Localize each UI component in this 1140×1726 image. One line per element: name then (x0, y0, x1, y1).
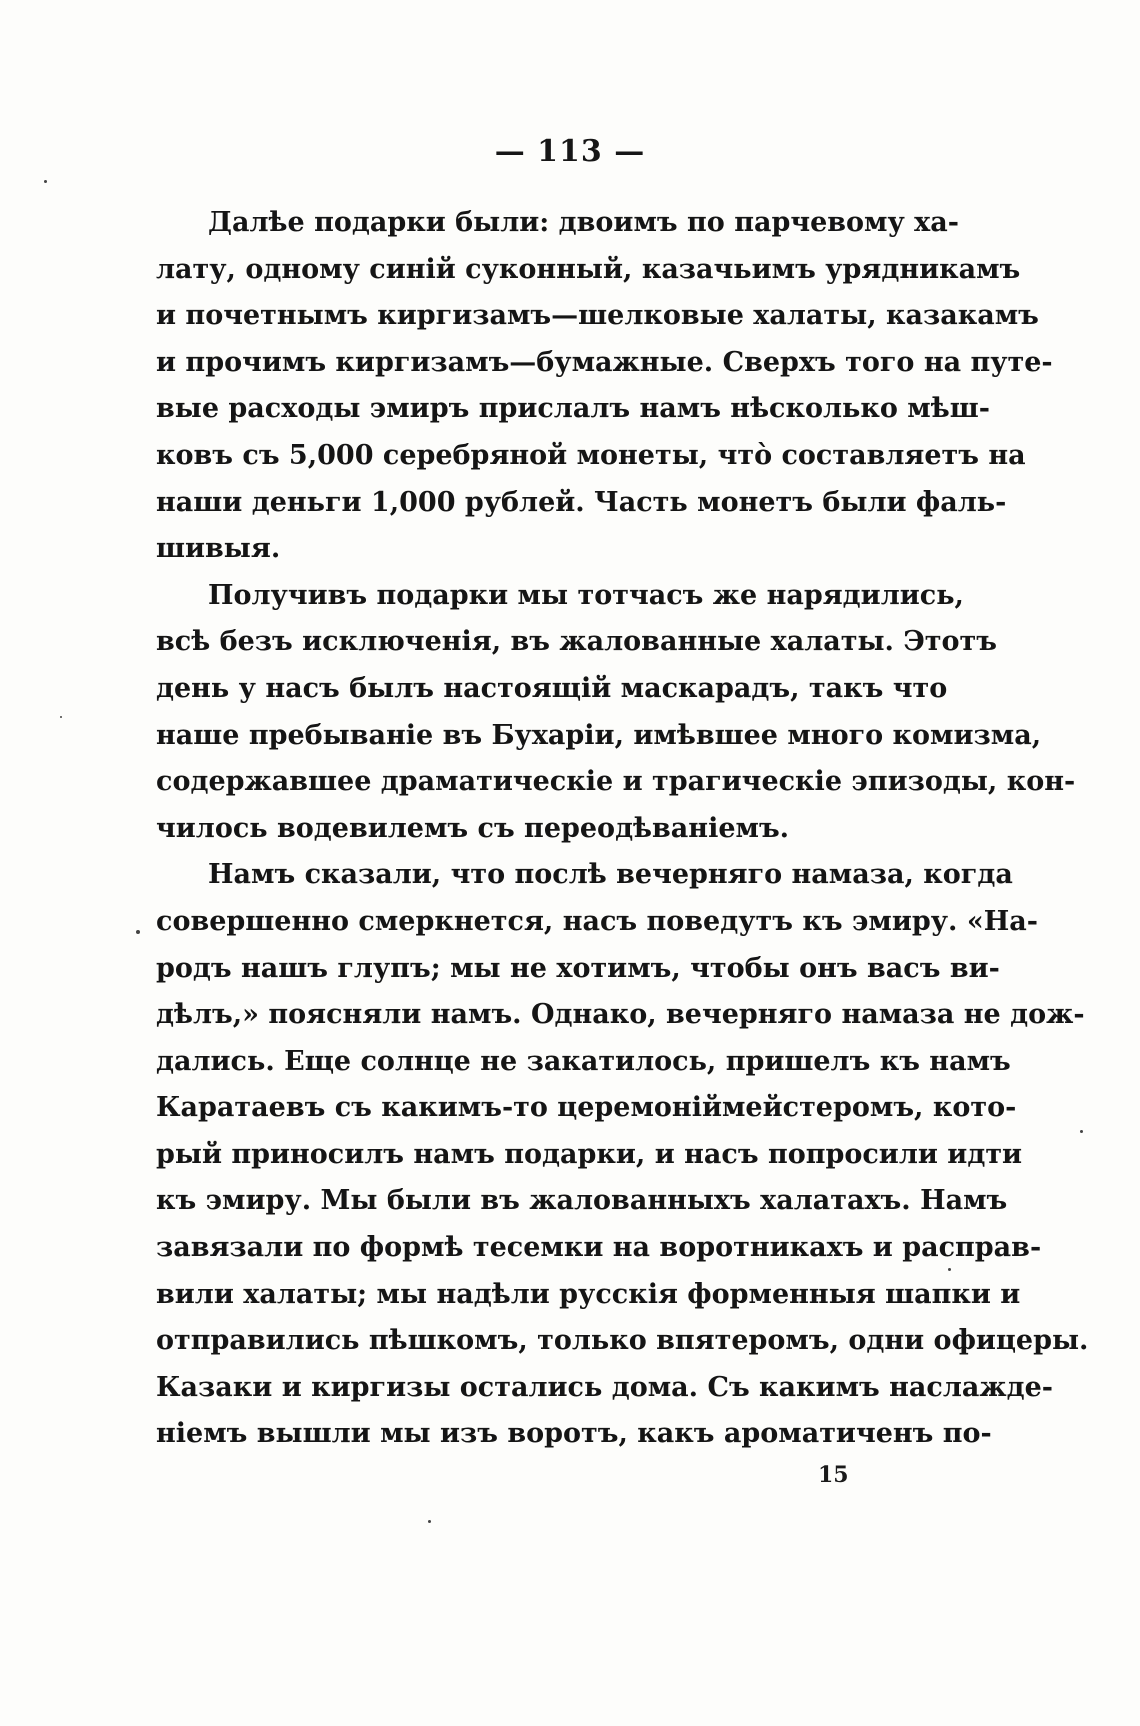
text-line: Далѣе подарки были: двоимъ по парчевому ха- (208, 207, 959, 238)
text-line: Намъ сказали, что послѣ вечерняго намаза, когда (208, 859, 1013, 891)
scan-speck (44, 180, 47, 183)
text-line: отправились пѣшкомъ, только впятеромъ, одни офицеры. (156, 1325, 1089, 1357)
text-line: совершенно смеркнется, насъ поведутъ къ эмиру. «На- (156, 905, 1038, 937)
scan-speck (1080, 1130, 1083, 1133)
text-line: рый приносилъ намъ подарки, и насъ попросили идти (156, 1138, 1023, 1170)
paragraph-1 (156, 200, 1053, 573)
text-line: завязали по формѣ тесемки на воротникахъ и расправ- (156, 1232, 1042, 1264)
text-line: чилось водевилемъ съ переодѣваніемъ. (156, 812, 790, 844)
scan-speck (136, 930, 140, 934)
text-line: дѣлъ,» поясняли намъ. Однако, вечерняго намаза не дож- (156, 999, 1085, 1031)
text-line: дались. Еще солнце не закатилось, пришелъ къ намъ (156, 1045, 1011, 1077)
text-line: лату, одному синій суконный, казачьимъ урядникамъ (156, 253, 1021, 285)
scan-speck (948, 1268, 951, 1271)
paragraph-2 (156, 573, 1076, 853)
scan-speck (60, 716, 62, 718)
text-line: ніемъ вышли мы изъ воротъ, какъ ароматиченъ по- (156, 1418, 992, 1450)
scan-speck (428, 1520, 431, 1523)
text-line: вые расходы эмиръ прислалъ намъ нѣсколько мѣш- (156, 393, 990, 425)
text-line: всѣ безъ исключенія, въ жалованные халаты. Этотъ (156, 626, 997, 658)
text-line: вили халаты; мы надѣли русскія форменныя шапки и (156, 1278, 1021, 1310)
page-number-header: — 113 — (494, 134, 646, 169)
text-line: наше пребываніе въ Бухаріи, имѣвшее много комизма, (156, 719, 1042, 751)
text-line: и прочимъ киргизамъ—бумажные. Сверхъ того на путе- (156, 346, 1053, 378)
text-line: шивыя. (156, 533, 281, 565)
text-line: день у насъ былъ настоящій маскарадъ, такъ что (156, 672, 948, 704)
paragraph-3 (156, 852, 1089, 1458)
text-line: и почетнымъ киргизамъ—шелковые халаты, казакамъ (156, 300, 1039, 332)
text-line: Получивъ подарки мы тотчасъ же нарядились, (208, 579, 964, 611)
body-text (156, 200, 1089, 1458)
text-line: ковъ съ 5,000 серебряной монеты, что̀ составляетъ на (156, 439, 1026, 471)
text-line: родъ нашъ глупъ; мы не хотимъ, чтобы онъ васъ ви- (156, 952, 1000, 984)
signature-mark: 15 (818, 1462, 849, 1488)
text-line: Каратаевъ съ какимъ-то церемоніймейстеромъ, кото- (156, 1092, 1017, 1124)
text-line: Казаки и киргизы остались дома. Съ какимъ наслажде- (156, 1371, 1054, 1403)
text-line: содержавшее драматическіе и трагическіе эпизоды, кон- (156, 766, 1076, 798)
text-line: наши деньги 1,000 рублей. Часть монетъ были фаль- (156, 486, 1007, 518)
text-line: къ эмиру. Мы были въ жалованныхъ халатахъ. Намъ (156, 1185, 1008, 1217)
